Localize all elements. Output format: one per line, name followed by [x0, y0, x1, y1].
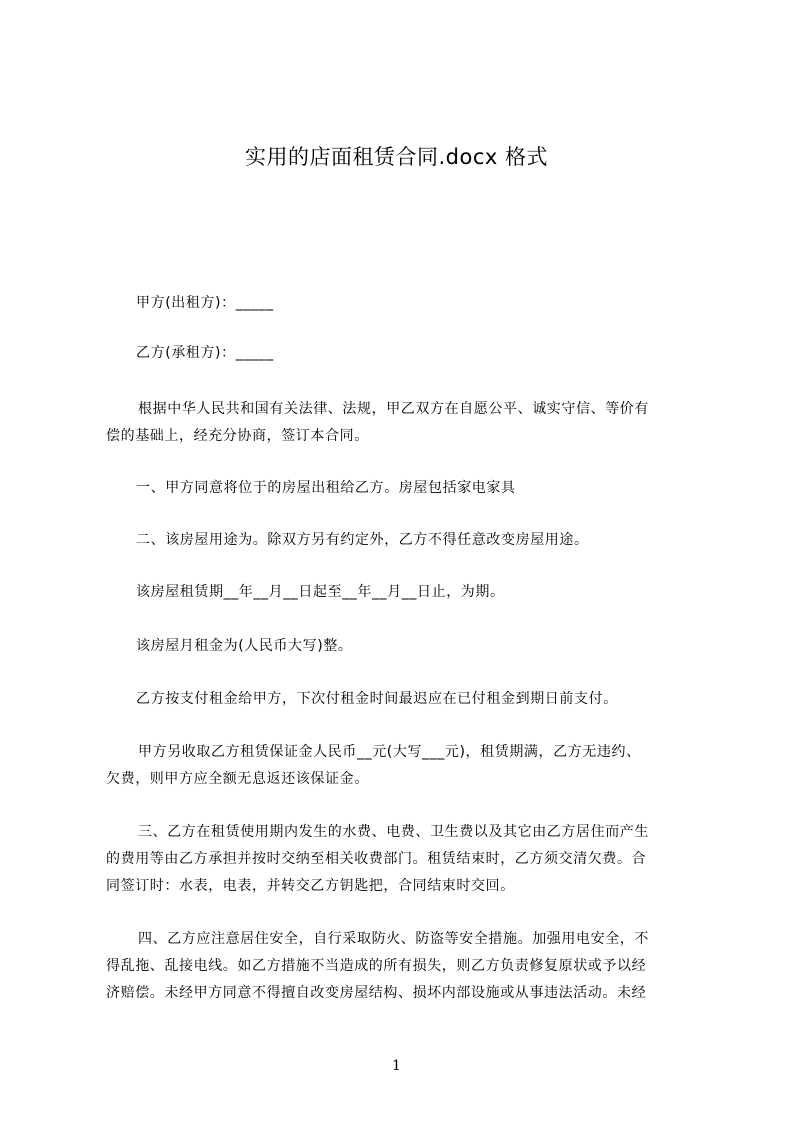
preamble-line-2: 偿的基础上，经充分协商，签订本合同。: [106, 428, 369, 444]
clause-3-line-3: 同签订时：水表，电表，并转交乙方钥匙把，合同结束时交回。: [106, 878, 515, 894]
clause-4-line-2: 得乱拖、乱接电线。如乙方措施不当造成的所有损失，则乙方负责修复原状或予以经: [106, 958, 647, 974]
deposit-line-1: 甲方另收取乙方租赁保证金人民币__元(大写___元)，租赁期满，乙方无违约、: [138, 744, 641, 760]
clause-1: 一、甲方同意将位于的房屋出租给乙方。房屋包括家电家具: [136, 480, 516, 496]
clause-4-line-1: 四、乙方应注意居住安全，自行采取防火、防盗等安全措施。加强用电安全，不: [138, 931, 649, 947]
party-b-line: 乙方(承租方)：_____: [136, 345, 274, 361]
clause-4-line-3: 济赔偿。未经甲方同意不得擅自改变房屋结构、损坏内部设施或从事违法活动。未经: [106, 985, 647, 1001]
clause-3-line-1: 三、乙方在租赁使用期内发生的水费、电费、卫生费以及其它由乙方居住而产生: [138, 824, 649, 840]
payment-line: 乙方按支付租金给甲方，下次付租金时间最迟应在已付租金到期日前支付。: [136, 691, 618, 707]
clause-3-line-2: 的费用等由乙方承担并按时交纳至相关收费部门。租赁结束时，乙方须交清欠费。合: [106, 851, 647, 867]
lease-term-line: 该房屋租赁期__年__月__日起至__年__月__日止，为期。: [136, 584, 505, 600]
preamble-line-1: 根据中华人民共和国有关法律、法规，甲乙双方在自愿公平、诚实守信、等价有: [138, 401, 649, 417]
monthly-rent-line: 该房屋月租金为(人民币大写)整。: [136, 638, 353, 654]
clause-2: 二、该房屋用途为。除双方另有约定外，乙方不得任意改变房屋用途。: [136, 532, 589, 548]
deposit-line-2: 欠费，则甲方应全额无息返还该保证金。: [106, 771, 369, 787]
document-title: 实用的店面租赁合同.docx 格式: [244, 145, 548, 169]
page-number: 1: [392, 1058, 401, 1074]
party-a-line: 甲方(出租方)：_____: [136, 295, 274, 311]
